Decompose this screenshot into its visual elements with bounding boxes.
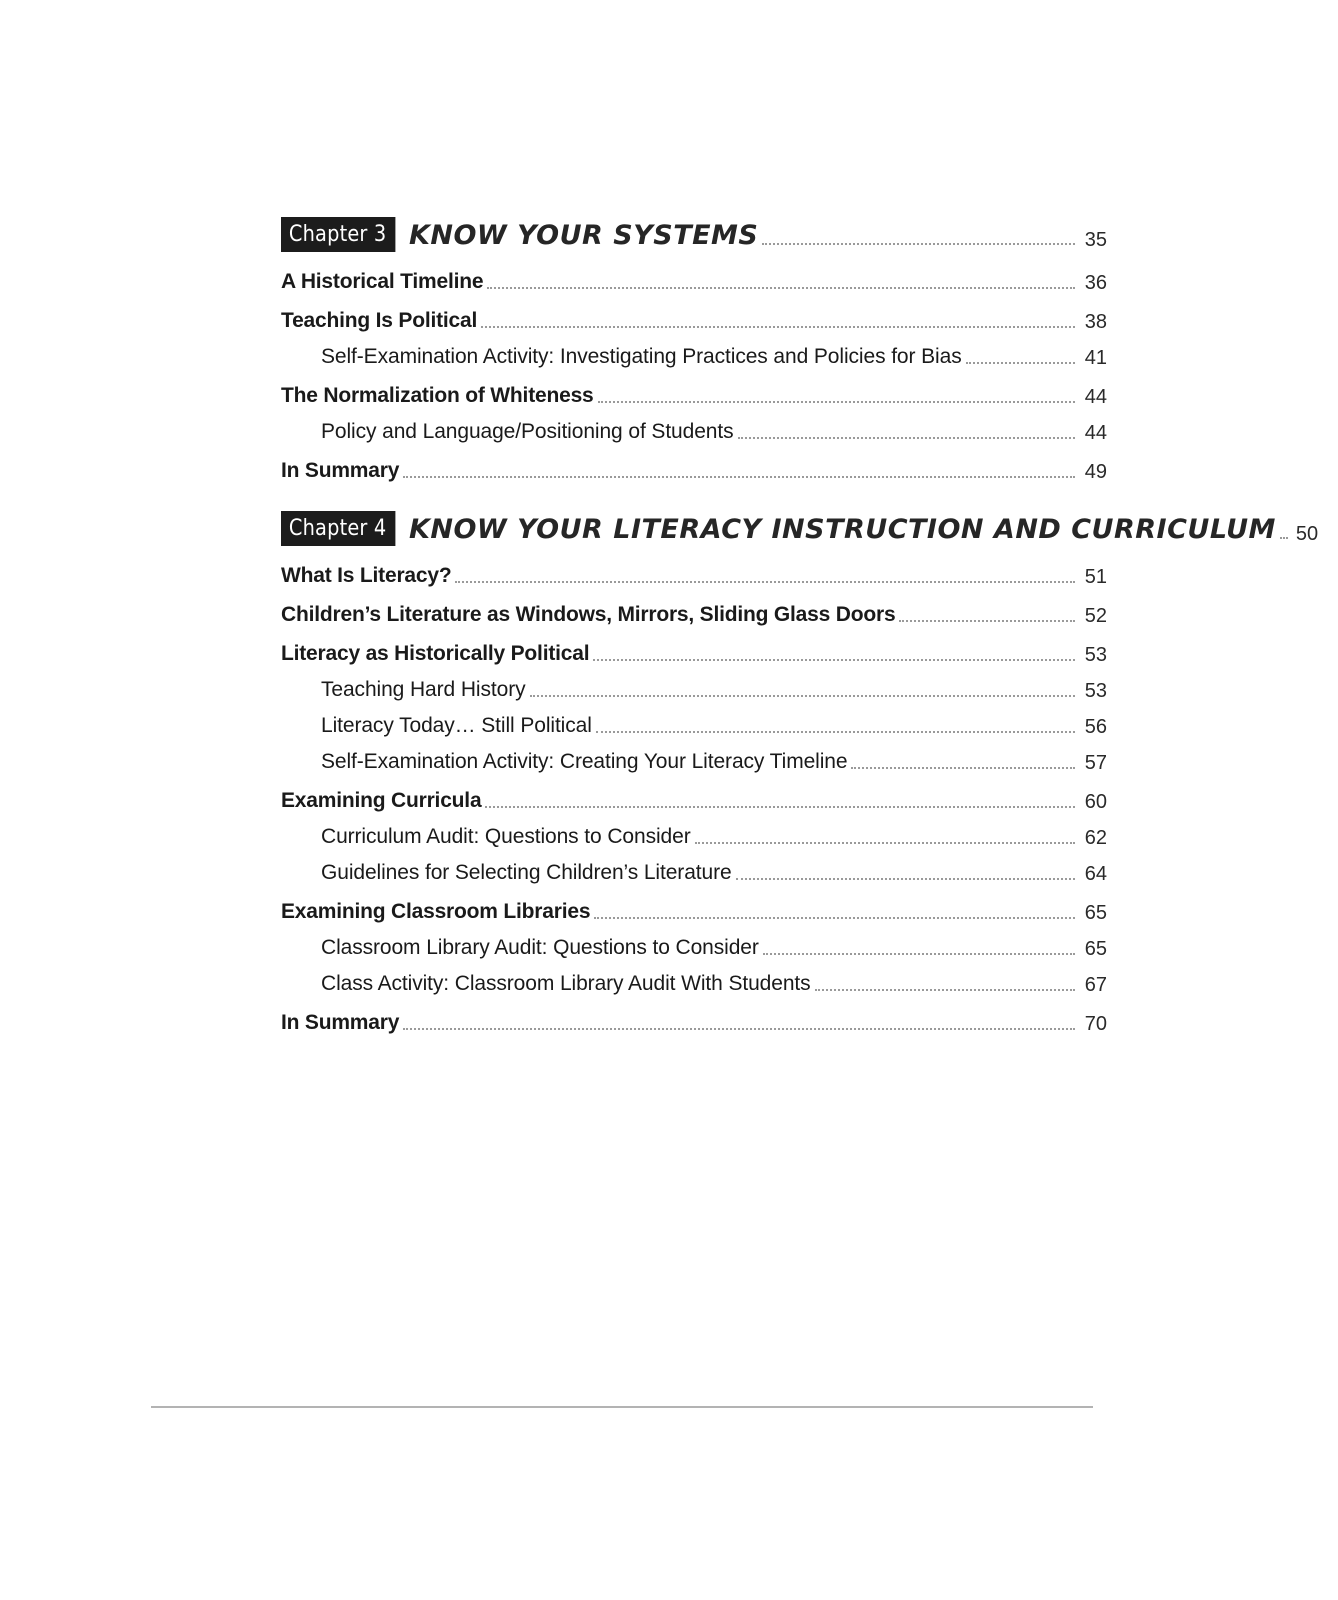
page-number: 36 bbox=[1084, 272, 1107, 294]
page-number: 35 bbox=[1084, 229, 1107, 251]
dot-leader bbox=[1280, 537, 1288, 539]
toc-entry[interactable] bbox=[281, 550, 1107, 589]
toc-entry[interactable] bbox=[281, 589, 1107, 628]
entry-title: Literacy Today… Still Political bbox=[321, 714, 592, 737]
dot-leader bbox=[851, 767, 1075, 769]
page-number: 60 bbox=[1084, 791, 1107, 813]
page-number: 67 bbox=[1084, 974, 1107, 996]
dot-leader bbox=[455, 581, 1075, 583]
entry-title: Children’s Literature as Windows, Mirrors, Sliding Glass Doors bbox=[281, 603, 896, 626]
table-of-contents bbox=[281, 212, 1319, 1036]
entry-title: Teaching Is Political bbox=[281, 309, 478, 332]
page-number: 44 bbox=[1084, 422, 1107, 444]
page-number: 51 bbox=[1084, 566, 1107, 588]
entry-title: Classroom Library Audit: Questions to Consider bbox=[321, 936, 759, 959]
dot-leader bbox=[596, 731, 1075, 733]
entry-title: In Summary bbox=[281, 1011, 400, 1034]
chapter-heading[interactable] bbox=[281, 506, 1319, 546]
page-number: 64 bbox=[1084, 863, 1107, 885]
toc-subentry[interactable] bbox=[281, 814, 1107, 850]
toc-entry[interactable] bbox=[281, 775, 1107, 814]
dot-leader bbox=[598, 401, 1075, 403]
page-number: 44 bbox=[1084, 386, 1107, 408]
entry-title: What Is Literacy? bbox=[281, 564, 452, 587]
toc-subentry[interactable] bbox=[281, 925, 1107, 961]
page-number: 53 bbox=[1084, 680, 1107, 702]
dot-leader bbox=[815, 989, 1075, 991]
entry-title: Examining Curricula bbox=[281, 789, 482, 812]
chapter-label: Chapter 4 bbox=[281, 511, 395, 546]
dot-leader bbox=[593, 659, 1075, 661]
dot-leader bbox=[403, 476, 1075, 478]
toc-entry[interactable] bbox=[281, 886, 1107, 925]
entry-title: Curriculum Audit: Questions to Consider bbox=[321, 825, 691, 848]
toc-subentry[interactable] bbox=[281, 409, 1107, 445]
chapter-entries bbox=[281, 256, 1107, 484]
page-number: 57 bbox=[1084, 752, 1107, 774]
entry-title: Policy and Language/Positioning of Students bbox=[321, 420, 734, 443]
chapter-title: KNOW YOUR SYSTEMS bbox=[408, 220, 759, 251]
dot-leader bbox=[403, 1028, 1075, 1030]
chapter-label: Chapter 3 bbox=[281, 217, 395, 252]
page-number: 65 bbox=[1084, 938, 1107, 960]
entry-title: Self-Examination Activity: Investigating Practices and Policies for Bias bbox=[321, 345, 962, 368]
dot-leader bbox=[966, 362, 1075, 364]
dot-leader bbox=[594, 917, 1075, 919]
page-number: 52 bbox=[1084, 605, 1107, 627]
toc-subentry[interactable] bbox=[281, 334, 1107, 370]
entry-title: The Normalization of Whiteness bbox=[281, 384, 594, 407]
toc-subentry[interactable] bbox=[281, 739, 1107, 775]
footer-divider bbox=[151, 1406, 1093, 1408]
toc-subentry[interactable] bbox=[281, 961, 1107, 997]
page-number: 62 bbox=[1084, 827, 1107, 849]
toc-entry[interactable] bbox=[281, 628, 1107, 667]
dot-leader bbox=[736, 878, 1075, 880]
entry-title: Guidelines for Selecting Children’s Literature bbox=[321, 861, 732, 884]
toc-entry[interactable] bbox=[281, 370, 1107, 409]
page-number: 70 bbox=[1084, 1013, 1107, 1035]
entry-title: A Historical Timeline bbox=[281, 270, 484, 293]
dot-leader bbox=[738, 437, 1075, 439]
entry-title: Class Activity: Classroom Library Audit With Students bbox=[321, 972, 811, 995]
toc-subentry[interactable] bbox=[281, 703, 1107, 739]
page-number: 38 bbox=[1084, 311, 1107, 333]
entry-title: Self-Examination Activity: Creating Your Literacy Timeline bbox=[321, 750, 848, 773]
toc-entry[interactable] bbox=[281, 295, 1107, 334]
toc-entry[interactable] bbox=[281, 445, 1107, 484]
entry-title: Examining Classroom Libraries bbox=[281, 900, 591, 923]
chapter-entries bbox=[281, 550, 1107, 1036]
page-number: 50 bbox=[1295, 523, 1319, 545]
dot-leader bbox=[530, 695, 1076, 697]
toc-subentry[interactable] bbox=[281, 850, 1107, 886]
toc-entry[interactable] bbox=[281, 256, 1107, 295]
dot-leader bbox=[762, 243, 1075, 245]
entry-title: Teaching Hard History bbox=[321, 678, 526, 701]
toc-subentry[interactable] bbox=[281, 667, 1107, 703]
page-number: 49 bbox=[1084, 461, 1107, 483]
entry-title: Literacy as Historically Political bbox=[281, 642, 590, 665]
page-number: 65 bbox=[1084, 902, 1107, 924]
entry-title: In Summary bbox=[281, 459, 400, 482]
toc-entry[interactable] bbox=[281, 997, 1107, 1036]
page-number: 53 bbox=[1084, 644, 1107, 666]
dot-leader bbox=[481, 326, 1075, 328]
page-number: 41 bbox=[1084, 347, 1107, 369]
dot-leader bbox=[695, 842, 1075, 844]
dot-leader bbox=[899, 620, 1075, 622]
dot-leader bbox=[763, 953, 1075, 955]
chapter-heading[interactable] bbox=[281, 212, 1107, 252]
chapter-title: KNOW YOUR LITERACY INSTRUCTION AND CURRICULUM bbox=[408, 514, 1276, 545]
dot-leader bbox=[487, 287, 1075, 289]
dot-leader bbox=[485, 806, 1075, 808]
page-number: 56 bbox=[1084, 716, 1107, 738]
